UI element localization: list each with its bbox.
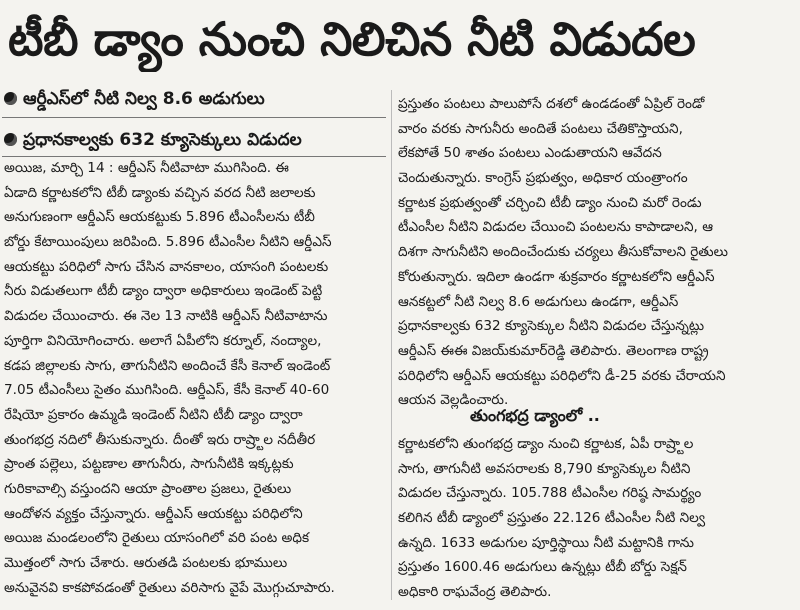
article-line: రేషియో ప్రకారం ఉమ్మడి ఇండెంట్ నీటిని టీబీ డ్యాం ద్వారా [4,406,303,423]
subhead-text: ఆర్డీఎస్‌లో నీటి నిల్వ 8.6 అడుగులు [23,89,265,109]
article-line: 7.05 టీఎంసీలు సైతం ముగిసింది. ఆర్డీఎస్, కేసీ కెనాల్ 40-60 [4,382,330,399]
article-line: ఉన్నది. 1633 అడుగుల పూర్తిస్థాయి నీటి మట్టానికి గాను [398,534,694,551]
bullet-icon [4,92,17,105]
article-line: కర్ణాటక ప్రభుత్వంతో చర్చించి టీబీ డ్యాం నుంచి మరో రెండు [398,194,702,211]
article-line: ప్రస్తుతం పంటలు పాలుపోసే దశలో ఉండడంతో ఏప్రిల్ రెండో [398,96,705,112]
headline: టీబీ డ్యాం నుంచి నిలిచిన నీటి విడుదల [8,12,696,66]
article-line: ఏడాది కర్ణాటకలోని టీబీ డ్యాంకు వచ్చిన వరద నీటి జలాలకు [4,184,316,201]
article-line: ఆయకట్టు పరిధిలో సాగు చేసిన వానకాలం, యాసంగి పంటలకు [4,258,329,275]
article-line: ప్రాంత పల్లెలు, పట్టణాల తాగునీరు, సాగునీటికి ఇక్కట్లకు [4,456,294,473]
subhead-text: ప్రధానకాల్వకు 632 క్యూసెక్కులు విడుదల [23,130,302,150]
right-column-top [398,92,790,413]
article-line: ఆర్డీఎస్ ఈఈ విజయ్‌కుమార్‌రెడ్డి తెలిపారు. తెలంగాణ రాష్ట్ర [398,342,709,359]
article-line: ఆందోళన వ్యక్తం చేస్తున్నారు. ఆర్డీఎస్ ఆయకట్టు పరిధిలోని [4,505,303,522]
article-line: దిశగా సాగునీటిని అందించేందుకు చర్యలు తీసుకోవాలని రైతులు [398,244,728,261]
article-line: ఆయన వెల్లడించారు. [398,392,509,409]
article-line: తుంగభద్ర నదిలో తీసుకున్నారు. దీంతో ఇరు రాష్ర్టాల నదీతీర [4,431,316,448]
left-column [4,156,384,600]
article-line: ప్రస్తుతం 1600.46 అడుగులు ఉన్నట్లు టీబీ బోర్డు సెక్షన్ [398,559,687,576]
article-line: చెందుతున్నారు. కాంగ్రెస్ ప్రభుత్వం, అధికార యంత్రాంగం [398,170,688,187]
article-line: అనుగుణంగా ఆర్డీఎస్ ఆయకట్టుకు 5.896 టీఎంసీలను టీబీ [4,209,315,226]
article-line: మొత్తంలో సాగు చేశారు. ఆరుతడి పంటలకు భూములు [4,555,288,571]
article-line: అధికారి రాఘవేంద్ర తెలిపారు. [398,584,552,601]
article-line: గురికావాల్సి వస్తుందని ఆయా ప్రాంతాల ప్రజలు, రైతులు [4,480,292,497]
article-line: సాగు, తాగునీటి అవసరాలకు 8,790 క్యూసెక్కుల నీటిని [398,460,691,477]
article-line: వారం వరకు సాగునీరు అందితే పంటలు చేతికొస్తాయని, [398,120,683,137]
subhead-tungabhadra-dam: తుంగభద్ర డ్యాంలో .. [470,406,600,425]
article-line: పరిధిలోని ఆర్డీఎస్ ఆయకట్టు పరిధిలోని డీ-25 వరకు చేరాయని [398,367,726,384]
article-line: కోరుతున్నారు. ఇదిలా ఉండగా శుక్రవారం కర్ణాటకలోని ఆర్డీఎస్ [398,268,715,285]
article-line: విడుదల చేస్తున్నారు. 105.788 టీఎంసీల గరిష్ఠ సామర్థ్యం [398,485,702,502]
article-line: ఆనకట్టలో నీటి నిల్వ 8.6 అడుగులు ఉండగా, ఆర్డీఎస్ [398,293,679,310]
article-line: అనువైనవి కాకపోవడంతో రైతులు వరిసాగు వైపే మొగ్గుచూపారు. [4,579,335,596]
article-line: టీఎంసీల నీటిని విడుదల చేయించి పంటలను కాపాడాలని, ఆ [398,219,714,236]
article-line: నీరు విడుతలుగా టీబీ డ్యాం ద్వారా అధికారులు ఇండెంట్ పెట్టి [4,283,323,300]
article-line: కడప జిల్లాలకు సాగు, తాగునీటిని అందించే కేసీ కెనాల్ ఇండెంట్ [4,357,331,374]
article-line: బోర్డు కేటాయింపులు జరిపింది. 5.896 టీఎంసీల నీటిని ఆర్డీఎస్ [4,234,332,251]
article-line: ప్రధానకాల్వకు 632 క్యూసెక్కుల నీటిని విడుదల చేస్తున్నట్లు [398,318,705,335]
article-line: కలిగిన టీబీ డ్యాంలో ప్రస్తుతం 22.126 టీఎంసీల నీటి నిల్వ [398,510,706,527]
article-line: పూర్తిగా వినియోగించారు. అలాగే ఏపీలోని కర్నూల్, నంద్యాల, [4,332,322,349]
article-line: విడుదల చేయించారు. ఈ నెల 13 నాటికి ఆర్డీఎస్ నీటివాటాను [4,308,328,325]
bullet-icon [4,133,17,146]
article-line: అయిజ మండలంలోని రైతులు యాసంగిలో వరి పంట అధిక [4,530,310,547]
right-column-bottom [398,432,790,605]
article-line: అయిజ, మార్చి 14 : ఆర్డీఎస్ నీటివాటా ముగిసింది. ఈ [4,160,289,176]
subhead-rds-storage [4,86,384,112]
article-line: కర్ణాటకలోని తుంగభద్ర డ్యాం నుంచి కర్ణాటక, ఏపీ రాష్ర్టాల [398,436,694,452]
subhead-divider [2,117,386,118]
article-line: లేకపోతే 50 శాతం పంటలు ఎండుతాయని ఆవేదన [398,145,662,162]
subhead-main-canal-release [4,127,384,153]
column-divider [391,90,392,600]
